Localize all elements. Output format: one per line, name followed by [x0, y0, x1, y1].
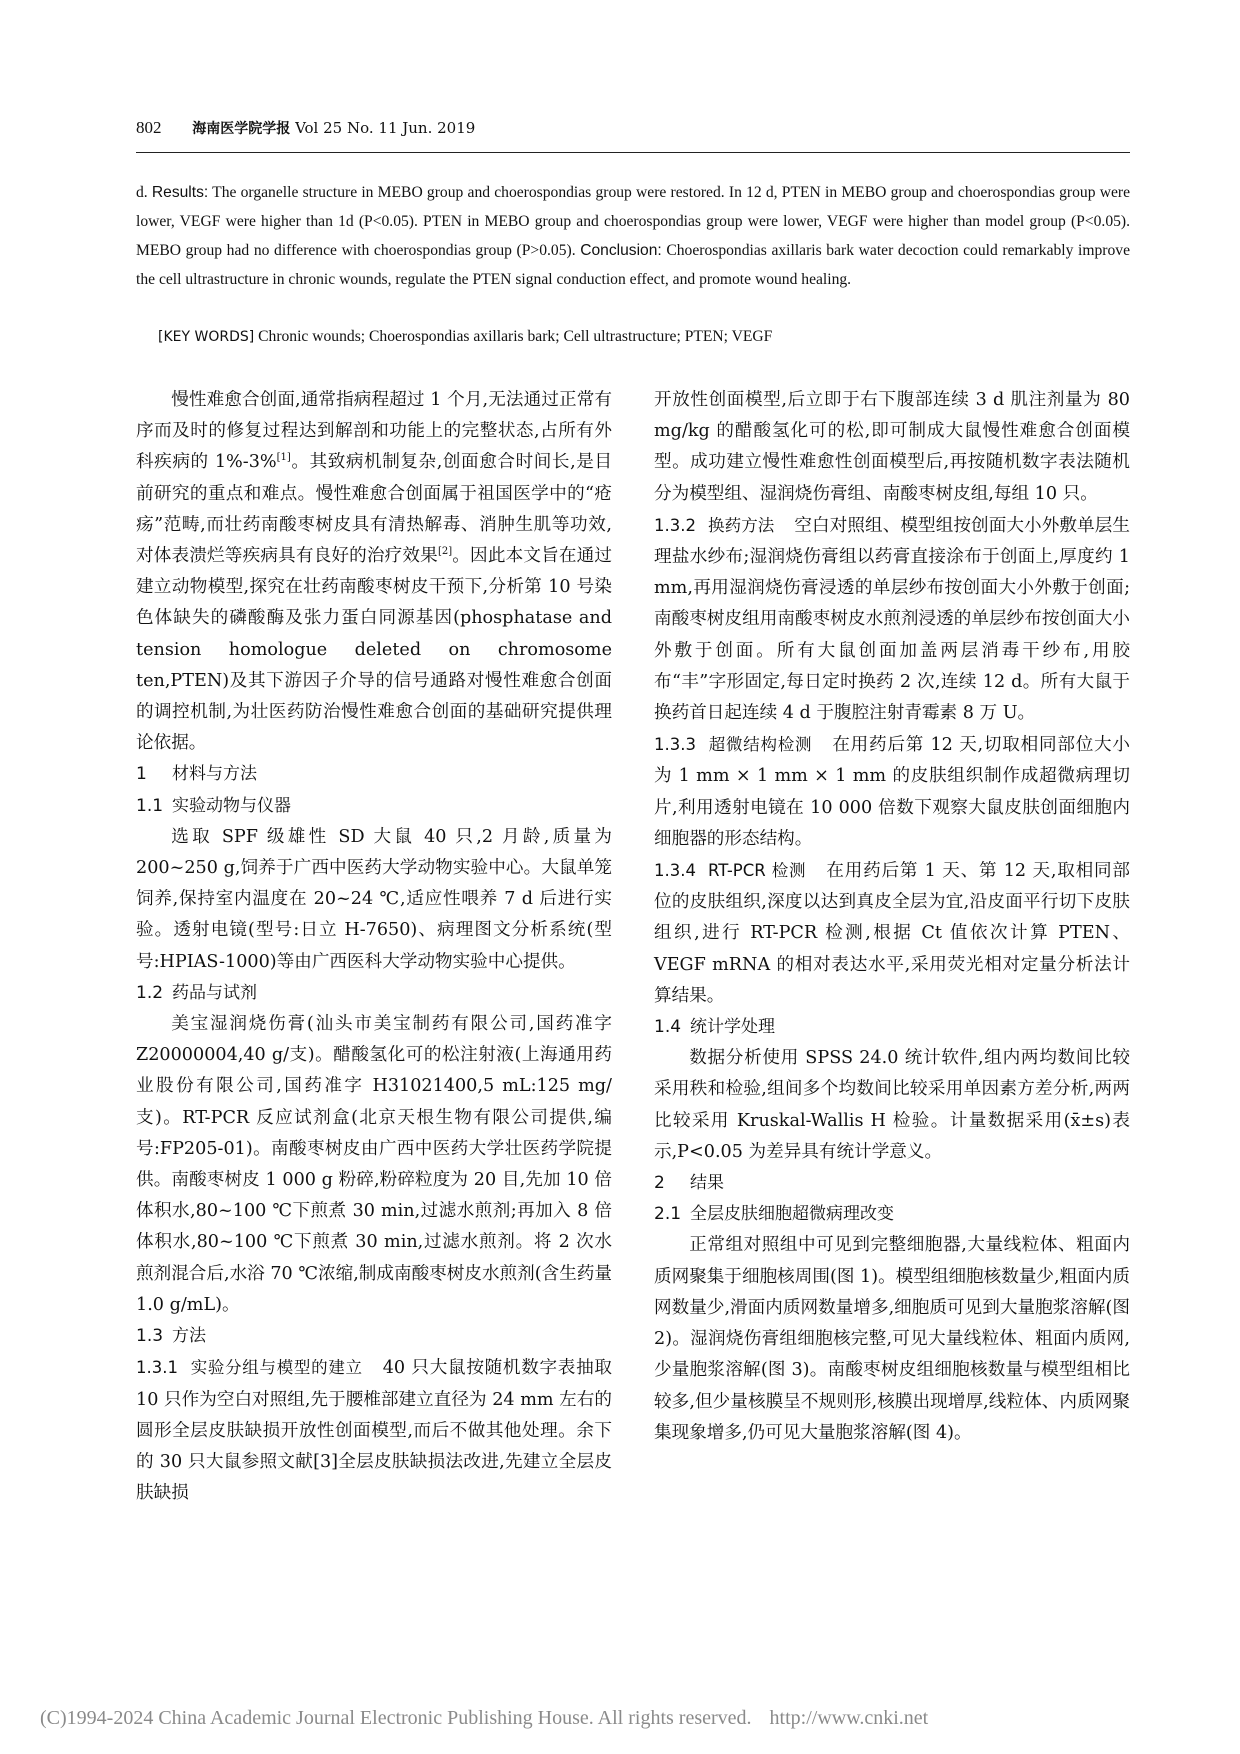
section-title: 药品与试剂 [172, 982, 257, 1003]
section-number: 1.4 [654, 1017, 682, 1038]
section-title: 换药方法 [707, 515, 775, 535]
subsection-heading [136, 978, 612, 1009]
body-paragraph: 选取 SPF 级雄性 SD 大鼠 40 只,2 月龄,质量为 200~250 g,饲养于广西中医药大学动物实验中心。大鼠单笼饲养,保持室内温度在 20~24 ℃,适应性喂养 7 d 后进行实验。透射电镜(型号:日立 H-7650)、病理图文分析系统(型号:HPIAS-1000)等由广西医科大学动物实验中心提供。 [136, 826, 612, 972]
intro-text-1: 慢性难愈合创面,通常指病程超过 1 个月,无法通过正常有序而及时的修复过程达到解剖和功能上的完整状态,占所有外科疾病的 1%-3% [136, 390, 612, 473]
results-text: The organelle structure in MEBO group and choerospondias group were restored. In 12 d, PTEN in MEBO group and choerospondias group were lower, VEGF were higher than 1d (P<0.05). PTEN in MEBO group and choerospondias group were lower, VEGF were higher than model group (P<0.05). MEBO group had no difference with choerospondias group (P>0.05). [136, 184, 1130, 259]
copyright-text: (C)1994-2024 China Academic Journal Electronic Publishing House. All rights reserved. [40, 1707, 752, 1729]
keywords [158, 322, 1130, 352]
results-label: Results: [151, 184, 209, 201]
section-number: 1.3 [136, 1326, 164, 1347]
english-abstract [136, 178, 1130, 294]
section-number: 1.3.1 [136, 1358, 178, 1378]
running-header [136, 118, 1130, 138]
right-column [654, 385, 1130, 1449]
footer-url[interactable]: http://www.cnki.net [769, 1707, 929, 1729]
journal-name: 海南医学院学报 [192, 121, 291, 137]
body-paragraph: 正常组对照组中可见到完整细胞器,大量线粒体、粗面内质网聚集于细胞核周围(图 1)。模型组细胞核数量少,粗面内质网数量少,滑面内质网数量增多,细胞质可见到大量胞浆溶解(图 2)。湿润烧伤膏组细胞核完整,可见大量线粒体、粗面内质网,少量胞浆溶解(图 3)。南酸枣树皮组细胞核数量与模型组相比较多,但少量核膜呈不规则形,核膜出现增厚,线粒体、内质网聚集现象增多,仍可见大量胞浆溶解(图 4)。 [654, 1235, 1130, 1443]
section-number: 1.3.4 [654, 861, 696, 881]
header-rule [136, 152, 1130, 153]
section-number: 2.1 [654, 1204, 682, 1225]
section-number: 1.3.3 [654, 735, 696, 755]
intro-text-3: 。因此本文旨在通过建立动物模型,探究在壮药南酸枣树皮干预下,分析第 10 号染色体缺失的磷酸酶及张力蛋白同源基因(phosphatase and tension homologue deleted on chromosome ten,PTEN)及其下游因子介导的信号通路对慢性难愈合创面的调控机制,为壮医药防治慢性难愈合创面的基础研究提供理论依据。 [136, 546, 612, 754]
section-number: 1.2 [136, 982, 164, 1003]
paragraph-text: 在用药后第 12 天,切取相同部位大小为 1 mm × 1 mm × 1 mm 的皮肤组织制作成超微病理切片,利用透射电镜在 10 000 倍数下观察大鼠皮肤创面细胞内细胞器的形态结构。 [654, 735, 1131, 849]
subsection-heading [136, 791, 612, 822]
left-column [136, 385, 612, 1509]
intro-text-2: 。其致病机制复杂,创面愈合时间长,是目前研究的重点和难点。慢性难愈合创面属于祖国医学中的“疮疡”范畴,而壮药南酸枣树皮具有清热解毒、消肿生肌等功效,对体表溃烂等疾病具有良好的治疗效果 [136, 452, 613, 567]
conclusion-label: Conclusion: [580, 242, 662, 259]
keywords-text: Chronic wounds; Choerospondias axillaris bark; Cell ultrastructure; PTEN; VEGF [254, 328, 773, 345]
journal-issue: Vol 25 No. 11 Jun. 2019 [295, 119, 476, 137]
section-number: 1 [136, 764, 147, 785]
section-title: 方法 [172, 1326, 206, 1347]
page-number: 802 [136, 118, 162, 137]
subsection-heading [654, 1012, 1130, 1043]
subsection-heading [136, 1321, 612, 1352]
citation-ref: [2] [437, 546, 453, 558]
section-number: 1.1 [136, 795, 164, 816]
section-title: 超微结构检测 [707, 735, 813, 755]
section-heading [654, 1168, 1130, 1199]
section-heading [136, 759, 612, 790]
section-title: RT-PCR 检测 [707, 861, 807, 881]
section-title: 材料与方法 [172, 764, 257, 785]
section-number: 2 [654, 1173, 665, 1194]
section-title: 结果 [690, 1173, 724, 1194]
intro-paragraph [136, 385, 612, 759]
keywords-label: [KEY WORDS] [158, 329, 255, 345]
conclusion-text: Choerospondias axillaris bark water decoction could remarkably improve the cell ultrastructure in chronic wounds, regulate the PTEN signal conduction effect, and promote wound healing. [136, 242, 1131, 288]
section-title: 实验动物与仪器 [172, 795, 291, 816]
abstract-lead: d. [136, 184, 152, 201]
section-title: 全层皮肤细胞超微病理改变 [690, 1204, 894, 1225]
section-title: 统计学处理 [690, 1017, 775, 1038]
subsubsection-paragraph [654, 729, 1130, 855]
body-paragraph: 美宝湿润烧伤膏(汕头市美宝制药有限公司,国药准字 Z20000004,40 g/支)。醋酸氢化可的松注射液(上海通用药业股份有限公司,国药准字 H31021400,5 mL:125 mg/支)。RT-PCR 反应试剂盒(北京天根生物有限公司提供,编号:FP205-01)。南酸枣树皮由广西中医药大学壮医药学院提供。南酸枣树皮 1 000 g 粉碎,粉碎粒度为 20 目,先加 10 倍体积水,80~100 ℃下煎煮 30 min,过滤水煎剂;再加入 8 倍体积水,80~100 ℃下煎煮 30 min,过滤水煎剂。将 2 次水煎剂混合后,水浴 70 ℃浓缩,制成南酸枣树皮水煎剂(含生药量 1.0 g/mL)。 [136, 1014, 612, 1315]
subsection-heading [654, 1199, 1130, 1230]
body-paragraph: 数据分析使用 SPSS 24.0 统计软件,组内两均数间比较采用秩和检验,组间多个均数间比较采用单因素方差分析,两两比较采用 Kruskal-Wallis H 检验。计量数据采用(x̄±s)表示,P<0.05 为差异具有统计学意义。 [654, 1048, 1130, 1162]
subsubsection-paragraph [136, 1352, 612, 1509]
subsubsection-paragraph [654, 510, 1130, 729]
citation-ref: [1] [276, 452, 291, 464]
cnki-footer [40, 1707, 1210, 1730]
body-paragraph: 开放性创面模型,后立即于右下腹部连续 3 d 肌注剂量为 80 mg/kg 的醋酸氢化可的松,即可制成大鼠慢性难愈合创面模型。成功建立慢性难愈性创面模型后,再按随机数字表法随机分为模型组、湿润烧伤膏组、南酸枣树皮组,每组 10 只。 [654, 390, 1130, 504]
subsubsection-paragraph [654, 855, 1130, 1012]
paragraph-text: 40 只大鼠按随机数字表抽取 10 只作为空白对照组,先于腰椎部建立直径为 24 mm 左右的圆形全层皮肤缺损开放性创面模型,而后不做其他处理。余下的 30 只大鼠参照文献[3]全层皮肤缺损法改进,先建立全层皮肤缺损 [136, 1358, 612, 1504]
section-number: 1.3.2 [654, 515, 696, 535]
section-title: 实验分组与模型的建立 [189, 1358, 363, 1378]
paragraph-text: 空白对照组、模型组按创面大小外敷单层生理盐水纱布;湿润烧伤膏组以药膏直接涂布于创面上,厚度约 1 mm,再用湿润烧伤膏浸透的单层纱布按创面大小外敷于创面;南酸枣树皮组用南酸枣树皮水煎剂浸透的单层纱布按创面大小外敷于创面。所有大鼠创面加盖两层消毒干纱布,用胶布“丰”字形固定,每日定时换药 2 次,连续 12 d。所有大鼠于换药首日起连续 4 d 于腹腔注射青霉素 8 万 U。 [654, 515, 1130, 724]
paragraph-text: 在用药后第 1 天、第 12 天,取相同部位的皮肤组织,深度以达到真皮全层为宜,沿皮面平行切下皮肤组织,进行 RT-PCR 检测,根据 Ct 值依次计算 PTEN、VEGF mRNA 的相对表达水平,采用荧光相对定量分析法计算结果。 [654, 861, 1131, 1006]
